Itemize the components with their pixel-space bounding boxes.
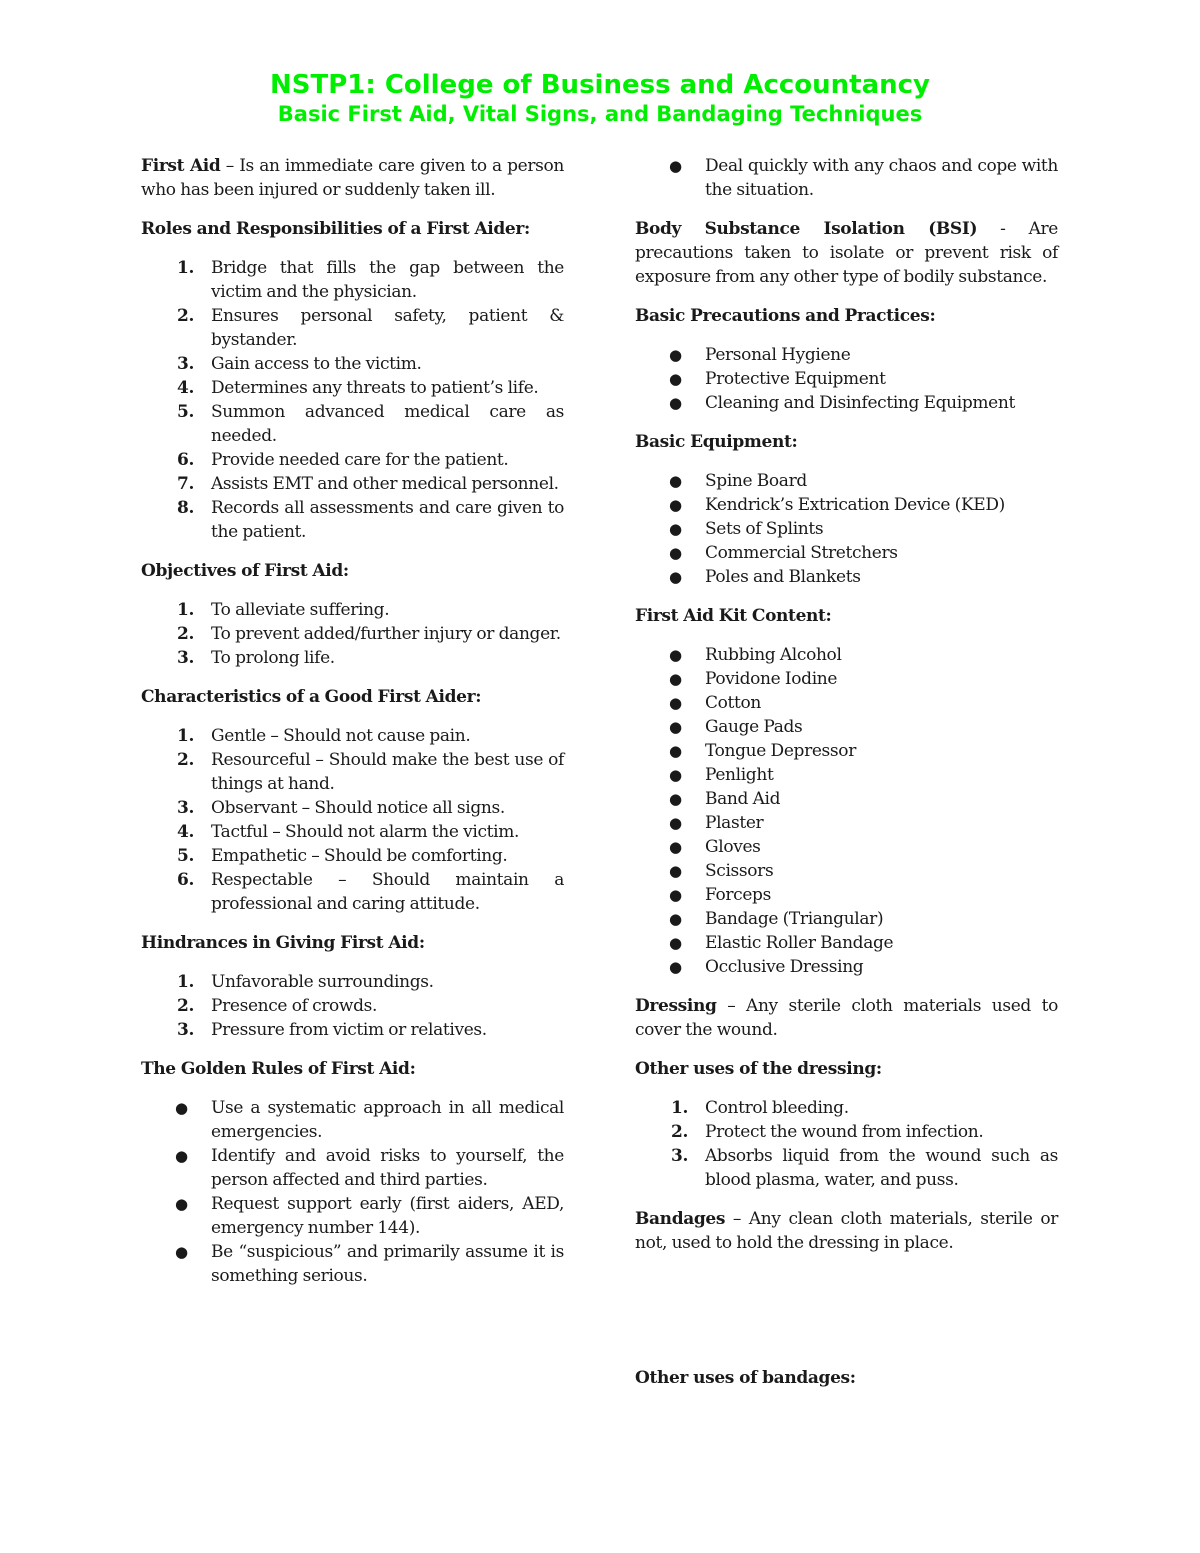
list-item-text: Spine Board <box>705 471 807 491</box>
list-item <box>635 883 1058 907</box>
list-item-text: Assists EMT and other medical personnel. <box>211 474 559 494</box>
list-item-text: Gloves <box>705 837 761 857</box>
bullet-icon: ● <box>669 718 682 736</box>
equipment-heading: Basic Equipment: <box>635 432 798 452</box>
list-item <box>635 1096 1058 1120</box>
list-number: 1. <box>177 726 195 746</box>
list-item <box>635 811 1058 835</box>
list-item-text: Forceps <box>705 885 771 905</box>
bullet-icon: ● <box>669 910 682 928</box>
list-item <box>635 667 1058 691</box>
list-item-text: Poles and Blankets <box>705 567 861 587</box>
bandages-definition <box>635 1207 1058 1255</box>
list-item-text: Cleaning and Disinfecting Equipment <box>705 393 1015 413</box>
list-item <box>635 763 1058 787</box>
list-item <box>635 517 1058 541</box>
list-item <box>141 868 564 916</box>
list-item-text: Deal quickly with any chaos and cope with the situation. <box>705 156 1058 200</box>
precautions-heading: Basic Precautions and Practices: <box>635 306 936 326</box>
list-item <box>635 541 1058 565</box>
list-item <box>141 724 564 748</box>
bullet-icon: ● <box>669 346 682 364</box>
bullet-icon: ● <box>669 670 682 688</box>
bullet-icon: ● <box>175 1243 188 1261</box>
page-subtitle: Basic First Aid, Vital Signs, and Bandaging Techniques <box>277 102 923 126</box>
right-column <box>635 154 1058 1405</box>
blank-space <box>635 1270 1058 1366</box>
list-item <box>141 448 564 472</box>
golden-rules-list-continued <box>635 154 1058 202</box>
bullet-icon: ● <box>669 958 682 976</box>
list-item-text: Bandage (Triangular) <box>705 909 884 929</box>
list-item-text: Tongue Depressor <box>705 741 856 761</box>
list-item-text: Presence of crowds. <box>211 996 378 1016</box>
list-item <box>635 787 1058 811</box>
list-item <box>141 352 564 376</box>
kit-heading: First Aid Kit Content: <box>635 606 832 626</box>
dressing-uses-list <box>635 1096 1058 1192</box>
roles-heading: Roles and Responsibilities of a First Aider: <box>141 219 530 239</box>
list-number: 6. <box>177 870 195 890</box>
list-item-text: Respectable – Should maintain a professional and caring attitude. <box>211 870 564 914</box>
bullet-icon: ● <box>669 472 682 490</box>
bullet-icon: ● <box>669 496 682 514</box>
list-number: 3. <box>177 354 195 374</box>
list-item <box>141 844 564 868</box>
list-item-text: Empathetic – Should be comforting. <box>211 846 508 866</box>
list-item-text: Rubbing Alcohol <box>705 645 842 665</box>
page-title: NSTP1: College of Business and Accountancy <box>270 70 930 100</box>
bullet-icon: ● <box>669 886 682 904</box>
list-item <box>141 796 564 820</box>
list-item-text: Bridge that fills the gap between the victim and the physician. <box>211 258 564 302</box>
first-aid-def-text: – Is an immediate care given to a person who has been injured or suddenly taken ill. <box>141 156 564 200</box>
list-item-text: Personal Hygiene <box>705 345 851 365</box>
list-item <box>141 400 564 448</box>
list-number: 5. <box>177 846 195 866</box>
list-item <box>635 739 1058 763</box>
list-item <box>141 970 564 994</box>
list-item-text: Control bleeding. <box>705 1098 849 1118</box>
list-item <box>635 343 1058 367</box>
list-number: 2. <box>177 624 195 644</box>
golden-rules-heading: The Golden Rules of First Aid: <box>141 1059 416 1079</box>
list-number: 2. <box>177 750 195 770</box>
list-number: 6. <box>177 450 195 470</box>
list-item-text: Tactful – Should not alarm the victim. <box>211 822 520 842</box>
list-item-text: Unfavorable surroundings. <box>211 972 434 992</box>
roles-list <box>141 256 564 544</box>
list-item <box>141 994 564 1018</box>
list-item <box>635 493 1058 517</box>
list-number: 2. <box>177 996 195 1016</box>
characteristics-list <box>141 724 564 916</box>
bullet-icon: ● <box>669 742 682 760</box>
list-item-text: Observant – Should notice all signs. <box>211 798 505 818</box>
first-aid-definition <box>141 154 564 202</box>
left-column <box>141 154 564 1303</box>
list-item-text: Protective Equipment <box>705 369 886 389</box>
list-item <box>635 715 1058 739</box>
bullet-icon: ● <box>669 814 682 832</box>
list-item <box>141 1144 564 1192</box>
list-item <box>635 907 1058 931</box>
list-item-text: Gentle – Should not cause pain. <box>211 726 471 746</box>
list-item-text: Pressure from victim or relatives. <box>211 1020 487 1040</box>
bullet-icon: ● <box>669 157 682 175</box>
list-item-text: Sets of Splints <box>705 519 824 539</box>
dressing-uses-heading: Other uses of the dressing: <box>635 1059 882 1079</box>
list-item-text: Occlusive Dressing <box>705 957 864 977</box>
list-item <box>635 154 1058 202</box>
dressing-term: Dressing <box>635 996 717 1016</box>
list-number: 3. <box>177 648 195 668</box>
list-item <box>635 565 1058 589</box>
bullet-icon: ● <box>669 394 682 412</box>
list-number: 3. <box>671 1146 689 1166</box>
precautions-list <box>635 343 1058 415</box>
bullet-icon: ● <box>669 520 682 538</box>
equipment-list <box>635 469 1058 589</box>
bullet-icon: ● <box>669 568 682 586</box>
objectives-list <box>141 598 564 670</box>
bandages-def-text: – Any clean cloth materials, sterile or not, used to hold the dressing in place. <box>635 1209 1058 1253</box>
list-number: 5. <box>177 402 195 422</box>
hindrances-list <box>141 970 564 1042</box>
list-item-text: Cotton <box>705 693 761 713</box>
list-number: 1. <box>671 1098 689 1118</box>
list-item <box>141 472 564 496</box>
bullet-icon: ● <box>669 862 682 880</box>
list-item <box>635 955 1058 979</box>
kit-list <box>635 643 1058 979</box>
list-number: 1. <box>177 972 195 992</box>
bullet-icon: ● <box>175 1147 188 1165</box>
list-item <box>141 1240 564 1288</box>
list-item-text: Scissors <box>705 861 774 881</box>
bullet-icon: ● <box>669 838 682 856</box>
list-item <box>635 643 1058 667</box>
list-item-text: To alleviate suffering. <box>211 600 390 620</box>
characteristics-heading: Characteristics of a Good First Aider: <box>141 687 482 707</box>
bsi-term: Body Substance Isolation (BSI) <box>635 219 978 239</box>
hindrances-heading: Hindrances in Giving First Aid: <box>141 933 425 953</box>
list-item-text: Be “suspicious” and primarily assume it is something serious. <box>211 1242 564 1286</box>
list-item-text: Identify and avoid risks to yourself, the person affected and third parties. <box>211 1146 564 1190</box>
list-item <box>141 1192 564 1240</box>
list-item-text: Plaster <box>705 813 764 833</box>
list-item <box>635 1144 1058 1192</box>
bullet-icon: ● <box>669 766 682 784</box>
list-number: 3. <box>177 1020 195 1040</box>
list-item-text: Request support early (first aiders, AED, emergency number 144). <box>211 1194 564 1238</box>
list-item <box>635 1120 1058 1144</box>
list-item-text: Resourceful – Should make the best use of things at hand. <box>211 750 564 794</box>
list-item-text: Gauge Pads <box>705 717 803 737</box>
list-item <box>141 646 564 670</box>
list-number: 2. <box>671 1122 689 1142</box>
list-item-text: Gain access to the victim. <box>211 354 422 374</box>
list-number: 1. <box>177 258 195 278</box>
bullet-icon: ● <box>669 934 682 952</box>
bsi-def-text: - Are precautions taken to isolate or prevent risk of exposure from any other type of bodily substance. <box>635 219 1059 287</box>
list-item-text: Protect the wound from infection. <box>705 1122 984 1142</box>
list-item <box>635 691 1058 715</box>
list-number: 2. <box>177 306 195 326</box>
list-item-text: Records all assessments and care given to the patient. <box>211 498 564 542</box>
list-item <box>141 496 564 544</box>
bullet-icon: ● <box>669 790 682 808</box>
list-item <box>141 820 564 844</box>
list-number: 3. <box>177 798 195 818</box>
list-item-text: To prolong life. <box>211 648 335 668</box>
list-item <box>635 859 1058 883</box>
list-item-text: Elastic Roller Bandage <box>705 933 894 953</box>
bullet-icon: ● <box>669 646 682 664</box>
bandages-term: Bandages <box>635 1209 726 1229</box>
bullet-icon: ● <box>175 1099 188 1117</box>
bullet-icon: ● <box>669 370 682 388</box>
dressing-def-text: – Any sterile cloth materials used to cover the wound. <box>635 996 1058 1040</box>
list-item <box>141 622 564 646</box>
list-item <box>635 835 1058 859</box>
list-item <box>141 598 564 622</box>
list-number: 4. <box>177 378 195 398</box>
list-item <box>141 1018 564 1042</box>
list-item-text: Absorbs liquid from the wound such as blood plasma, water, and puss. <box>705 1146 1058 1190</box>
list-item-text: Povidone Iodine <box>705 669 838 689</box>
dressing-definition <box>635 994 1058 1042</box>
list-item-text: Ensures personal safety, patient & bystander. <box>211 306 564 350</box>
list-item-text: Determines any threats to patient’s life. <box>211 378 539 398</box>
bullet-icon: ● <box>669 694 682 712</box>
list-item <box>141 304 564 352</box>
list-item <box>635 391 1058 415</box>
list-item <box>635 367 1058 391</box>
list-item <box>141 1096 564 1144</box>
list-item <box>635 931 1058 955</box>
list-item-text: Use a systematic approach in all medical emergencies. <box>211 1098 564 1142</box>
list-item-text: Penlight <box>705 765 774 785</box>
list-number: 4. <box>177 822 195 842</box>
list-number: 1. <box>177 600 195 620</box>
list-item <box>635 469 1058 493</box>
bullet-icon: ● <box>669 544 682 562</box>
bandage-uses-heading: Other uses of bandages: <box>635 1368 856 1388</box>
first-aid-term: First Aid <box>141 156 221 176</box>
list-item-text: To prevent added/further injury or danger. <box>211 624 561 644</box>
list-number: 7. <box>177 474 195 494</box>
objectives-heading: Objectives of First Aid: <box>141 561 349 581</box>
list-item-text: Commercial Stretchers <box>705 543 898 563</box>
list-item-text: Band Aid <box>705 789 781 809</box>
list-item <box>141 376 564 400</box>
list-number: 8. <box>177 498 195 518</box>
list-item <box>141 256 564 304</box>
list-item-text: Summon advanced medical care as needed. <box>211 402 564 446</box>
bsi-definition <box>635 217 1058 289</box>
list-item-text: Provide needed care for the patient. <box>211 450 509 470</box>
bullet-icon: ● <box>175 1195 188 1213</box>
golden-rules-list <box>141 1096 564 1288</box>
list-item <box>141 748 564 796</box>
list-item-text: Kendrick’s Extrication Device (KED) <box>705 495 1005 515</box>
